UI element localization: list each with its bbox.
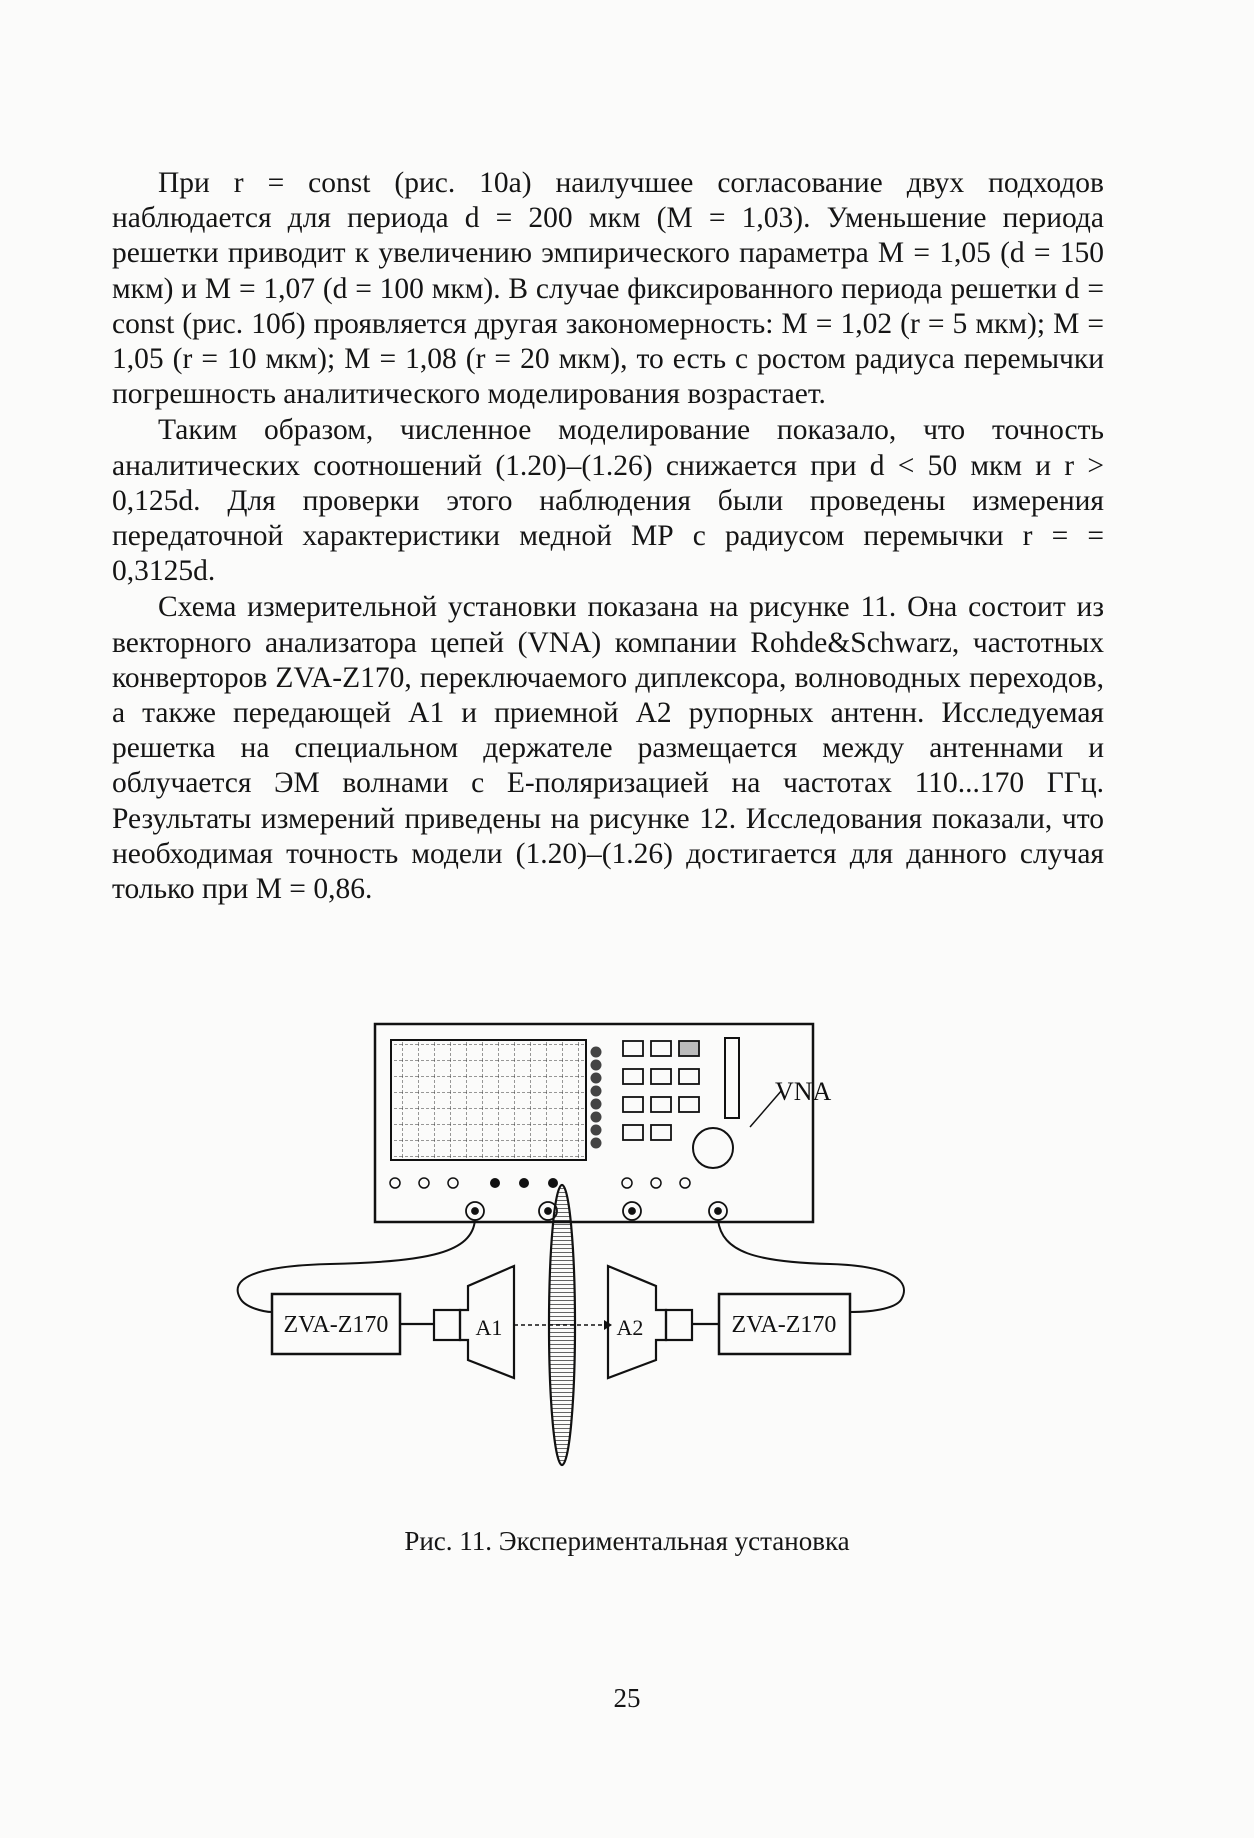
- paragraph-2: Таким образом, численное моделирование показало, что точность аналитических соотношений (1.20)–(1.26) снижается при d < 50 мкм и r > 0,125d. Для проверки этого наблюдения были проведены измерения передаточной характеристики медной МР с радиусом перемычки r = = 0,3125d.: [112, 414, 1104, 588]
- vna-keypad: [623, 1041, 699, 1140]
- vna-label: VNA: [775, 1077, 832, 1106]
- vna-led-column: [591, 1047, 602, 1149]
- waveguide-right: [666, 1310, 719, 1340]
- converter-right-label: ZVA-Z170: [731, 1312, 837, 1338]
- converter-right: [719, 1294, 850, 1354]
- antenna-a1: [460, 1266, 514, 1378]
- vna-knob: [693, 1128, 733, 1168]
- converter-left: [272, 1294, 400, 1354]
- vna-screen: [391, 1040, 586, 1160]
- paragraph-1: При r = const (рис. 10а) наилучшее согласование двух подходов наблюдается для периода d = 200 мкм (M = 1,03). Уменьшение периода решетки приводит к увеличению эмпирического параметра M = 1,05 (d = 150 мкм) и M = 1,07 (d = 100 мкм). В случае фиксированного периода решетки d = const (рис. 10б) проявляется другая закономерность: M = 1,02 (r = 5 мкм); M = 1,05 (r = 10 мкм); M = 1,08 (r = 20 мкм), то есть с ростом радиуса перемычки погрешность аналитического моделирования возрастает.: [112, 167, 1104, 411]
- vna-indicator-row: [390, 1178, 690, 1188]
- antenna-a2-label: A2: [616, 1315, 644, 1340]
- vna-ports: [466, 1202, 727, 1220]
- figure-caption: Рис. 11. Экспериментальная установка: [404, 1526, 850, 1556]
- antenna-a2: [608, 1266, 666, 1378]
- setup-diagram: [210, 1012, 1010, 1472]
- vna-instrument: [375, 1024, 813, 1222]
- body-text: [112, 166, 1104, 907]
- page-number: 25: [613, 1683, 641, 1713]
- waveguide-left: [400, 1310, 460, 1340]
- vna-display-slot: [725, 1038, 739, 1118]
- paragraph-3: Схема измерительной установки показана на рисунке 11. Она состоит из векторного анализатора цепей (VNA) компании Rohde&Schwarz, частотных конверторов ZVA-Z170, переключаемого диплексора, волноводных переходов, а также передающей A1 и приемной A2 рупорных антенн. Исследуемая решетка на специальном держателе размещается между антеннами и облучается ЭМ волнами с E-поляризацией на частотах 110...170 ГГц. Результаты измерений приведены на рисунке 12. Исследования показали, что необходимая точность модели (1.20)–(1.26) достигается для данного случая только при M = 0,86.: [112, 591, 1104, 906]
- converter-left-label: ZVA-Z170: [283, 1312, 389, 1338]
- grating-sample: [549, 1185, 575, 1465]
- experimental-setup-figure: [210, 1012, 1010, 1472]
- antenna-a1-label: A1: [475, 1315, 503, 1340]
